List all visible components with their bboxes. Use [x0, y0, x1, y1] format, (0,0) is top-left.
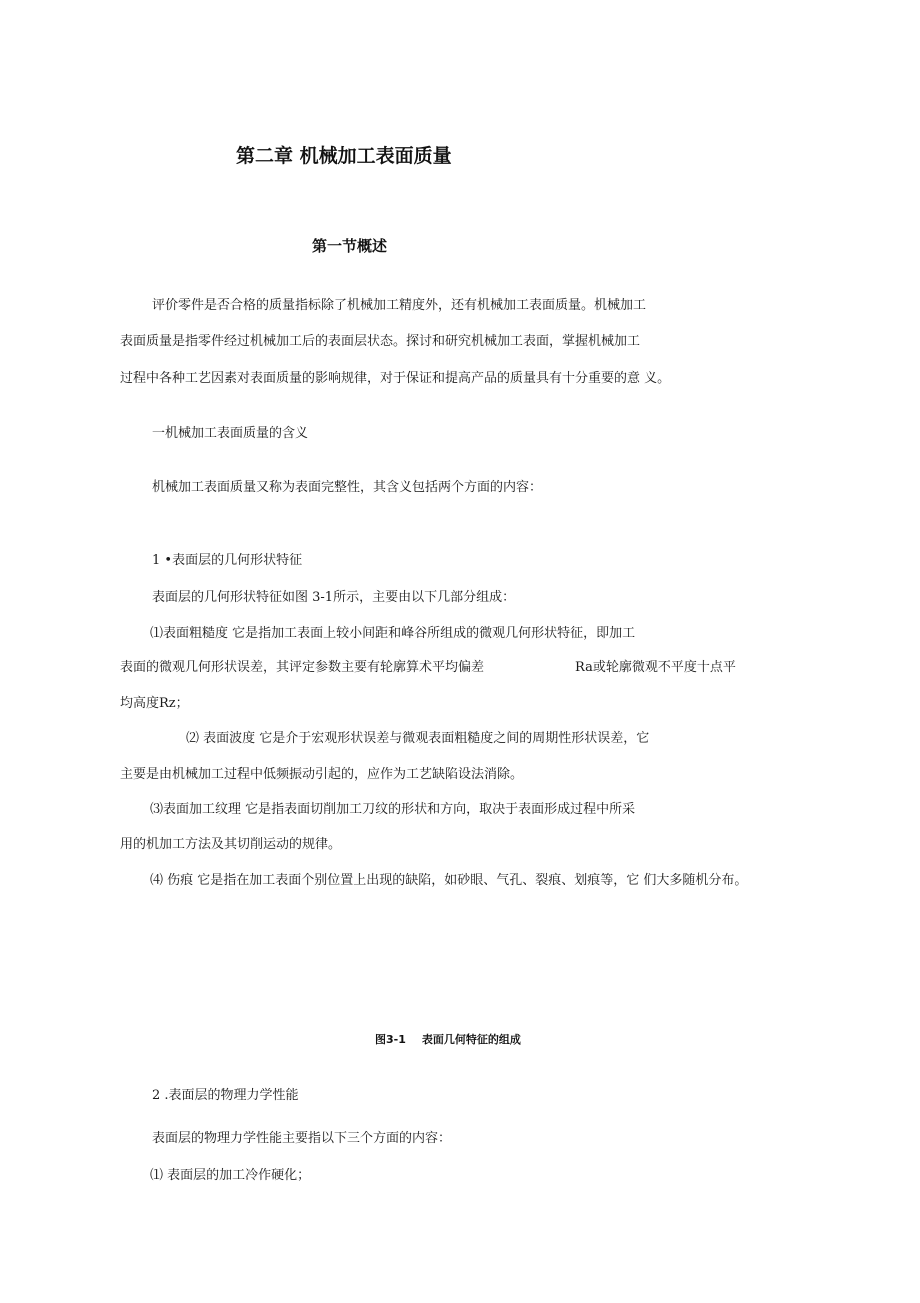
item-4-line-1: ⑷ 伤痕 它是指在加工表面个别位置上出现的缺陷，如砂眼、气孔、裂痕、划痕等，它 们大多随机分布。: [150, 873, 748, 888]
figure-caption: [375, 1033, 521, 1047]
figure-number: 图3-1: [375, 1033, 406, 1046]
section-title: 第一节概述: [312, 237, 388, 255]
item-1-line-1: ⑴表面粗糙度 它是指加工表面上较小间距和峰谷所组成的微观几何形状特征，即加工: [150, 626, 636, 641]
figure-caption-text: 表面几何特征的组成: [421, 1033, 521, 1046]
item-2-line-1: ⑵ 表面波度 它是介于宏观形状误差与微观表面粗糙度之间的周期性形状误差，它: [186, 731, 650, 746]
item-1-line-2a: 表面的微观几何形状误差，其评定参数主要有轮廓算术平均偏差: [120, 660, 485, 675]
intro-line-3: 过程中各种工艺因素对表面质量的影响规律，对于保证和提高产品的质量具有十分重要的意 义。: [120, 371, 671, 386]
item-2-line-2: 主要是由机械加工过程中低频振动引起的，应作为工艺缺陷设法消除。: [120, 767, 524, 782]
part-2-heading: 2 .表面层的物理力学性能: [152, 1088, 299, 1103]
item-1-line-3: 均高度Rz；: [120, 696, 189, 711]
item-3-line-1: ⑶表面加工纹理 它是指表面切削加工刀纹的形状和方向，取决于表面形成过程中所采: [150, 802, 636, 817]
part-2-intro: 表面层的物理力学性能主要指以下三个方面的内容：: [152, 1131, 452, 1146]
subsection-1-heading: 一机械加工表面质量的含义: [152, 426, 309, 441]
part-2-item-1: ⑴ 表面层的加工冷作硬化；: [150, 1168, 311, 1183]
part-1-heading: 1 •表面层的几何形状特征: [152, 553, 303, 568]
subsection-1-text: 机械加工表面质量又称为表面完整性，其含义包括两个方面的内容：: [152, 480, 543, 495]
intro-line-2: 表面质量是指零件经过机械加工后的表面层状态。探讨和研究机械加工表面，掌握机械加工: [120, 334, 641, 349]
item-1-line-2b: Ra或轮廓微观不平度十点平: [575, 660, 736, 675]
item-3-line-2: 用的机加工方法及其切削运动的规律。: [120, 837, 342, 852]
intro-line-1: 评价零件是否合格的质量指标除了机械加工精度外，还有机械加工表面质量。机械加工: [152, 298, 647, 313]
part-1-intro: 表面层的几何形状特征如图 3-1所示，主要由以下几部分组成：: [152, 590, 516, 605]
chapter-title: 第二章 机械加工表面质量: [236, 145, 452, 167]
